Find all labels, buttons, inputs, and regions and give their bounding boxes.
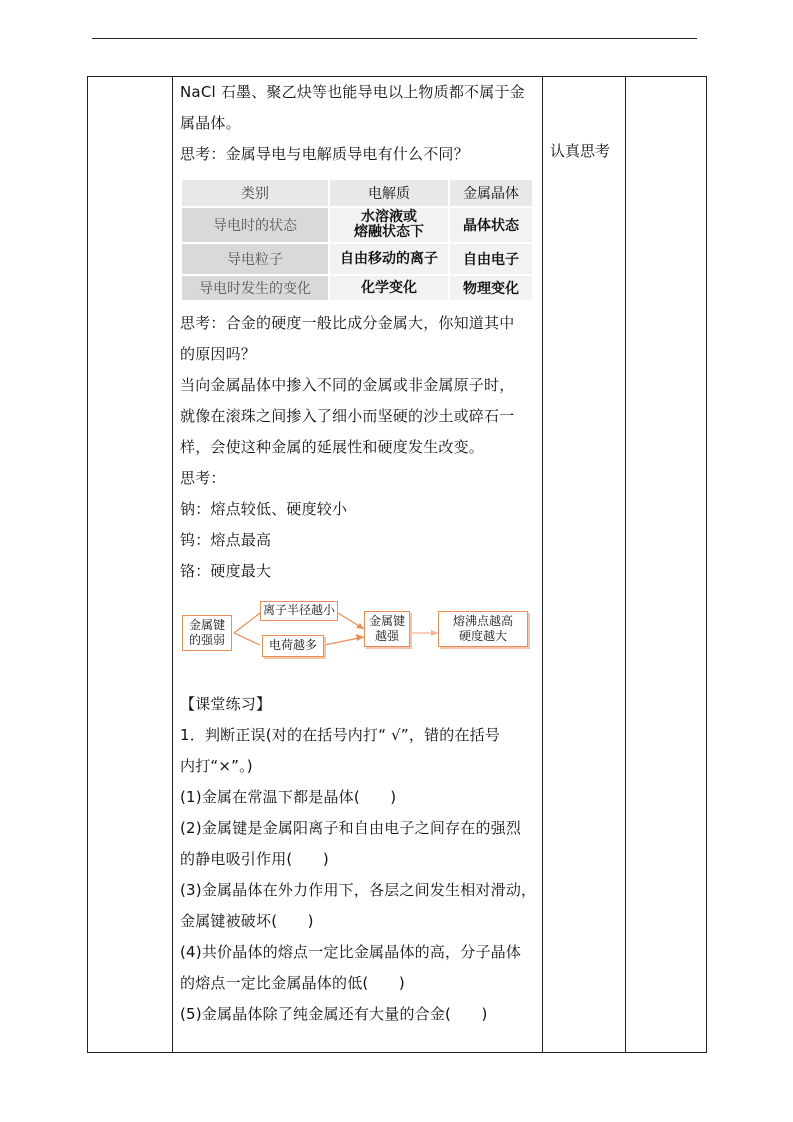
flow-box-result (438, 611, 528, 647)
question-item: (1)金属在常温下都是晶体( ) (180, 788, 397, 806)
flow-box-start (182, 615, 232, 651)
flow-text: 金属键 (368, 614, 405, 628)
header-cell: 电解质 (329, 179, 449, 207)
flow-box-factor-radius: 离子半径越小 (260, 601, 338, 621)
question-text: 1．判断正误(对的在括号内打“ √”，错的在括号 (180, 726, 501, 744)
intro-text: 属晶体。 (180, 114, 241, 132)
lesson-table (87, 76, 707, 1053)
cell-line: 熔融状态下 (354, 224, 424, 240)
table-cell: 物理变化 (449, 275, 533, 301)
flow-text: 的强弱 (188, 633, 225, 647)
header-cell: 金属晶体 (449, 179, 533, 207)
table-row (181, 243, 533, 275)
flow-text: 越强 (374, 629, 399, 643)
arrow-head (356, 634, 364, 641)
table-cell: 自由移动的离子 (329, 243, 449, 275)
think-question: 思考： (180, 469, 226, 487)
arrow-head (356, 623, 364, 629)
arrow-head (431, 630, 438, 636)
flow-arrow (234, 633, 260, 645)
answer-text: 样，会使这种金属的延展性和硬度发生改变。 (180, 438, 485, 456)
table-row (181, 207, 533, 243)
question-item: (4)共价晶体的熔点一定比金属晶体的高，分子晶体 (180, 943, 522, 961)
student-activity-note: 认真思考 (550, 142, 611, 160)
table-row (181, 275, 533, 301)
think-question: 思考：合金的硬度一般比成分金属大，你知道其中 (180, 314, 515, 332)
answer-text: 就像在滚珠之间掺入了细小而坚硬的沙土或碎石一 (180, 407, 515, 425)
flow-arrow (234, 613, 260, 633)
table-cell (329, 207, 449, 243)
header-cell: 类别 (181, 179, 329, 207)
row-label: 导电时发生的变化 (181, 275, 329, 301)
comparison-table (180, 178, 534, 302)
fact-chromium: 铬：硬度最大 (180, 562, 272, 580)
table-cell: 自由电子 (449, 243, 533, 275)
fact-sodium: 钠：熔点较低、硬度较小 (180, 500, 348, 518)
flow-box-middle (364, 611, 410, 647)
question-item: (3)金属晶体在外力作用下，各层之间发生相对滑动， (180, 881, 537, 899)
question-text: 内打“×”。) (180, 757, 253, 775)
teaching-content (180, 77, 543, 1030)
flow-text: 金属键 (188, 618, 225, 632)
table-header-row (181, 179, 533, 207)
think-question: 思考：金属导电与电解质导电有什么不同？ (180, 145, 469, 163)
cell-line: 水溶液或 (361, 209, 417, 225)
column-divider (625, 77, 626, 1052)
flow-text: 硬度越大 (458, 629, 507, 643)
header-rule (92, 38, 697, 39)
table-cell: 化学变化 (329, 275, 449, 301)
flow-box-factor-charge: 电荷越多 (262, 635, 324, 657)
question-item: (2)金属键是金属阳离子和自由电子之间存在的强烈 (180, 819, 522, 837)
row-label: 导电时的状态 (181, 207, 329, 243)
think-question: 的原因吗？ (180, 345, 257, 363)
row-label: 导电粒子 (181, 243, 329, 275)
flow-text: 熔沸点越高 (452, 614, 513, 628)
question-item: 的熔点一定比金属晶体的低( ) (180, 974, 405, 992)
intro-text: NaCl 石墨、聚乙炔等也能导电以上物质都不属于金 (180, 83, 525, 101)
column-divider (172, 77, 173, 1052)
question-item: (5)金属晶体除了纯金属还有大量的合金( ) (180, 1005, 488, 1023)
question-item: 的静电吸引作用( ) (180, 850, 329, 868)
table-cell: 晶体状态 (449, 207, 533, 243)
fact-tungsten: 钨：熔点最高 (180, 531, 272, 549)
question-item: 金属键被破坏( ) (180, 912, 314, 930)
answer-text: 当向金属晶体中掺入不同的金属或非金属原子时， (180, 376, 515, 394)
practice-title: 【课堂练习】 (180, 695, 272, 713)
metallic-bond-flowchart (180, 601, 534, 663)
